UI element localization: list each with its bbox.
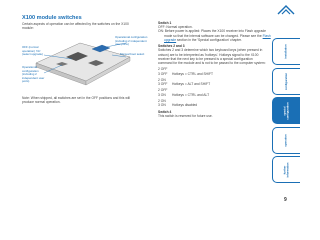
combo-switch: 3 ON — [158, 92, 166, 97]
switch23-text: Switches 2 and 3 determine which two keyboard keys (when pressed in unison) are to be interpreted as 'hotkeys'. Hotkeys signal to the X100 receiver that the next key to be pressed is a special configuration command for the module and is not to be passed to the computer system: — [158, 48, 266, 65]
page-number: 9 — [284, 197, 287, 203]
combo-switch: 2 OFF — [158, 67, 168, 72]
hotkey-combinations — [158, 67, 266, 107]
switch-diagram — [22, 33, 152, 91]
combo-desc: Hotkeys = CTRL and SHIFT — [172, 71, 214, 76]
switch23-heading: Switches 2 and 3 — [158, 44, 185, 49]
tab-configuration[interactable]: configuration — [272, 68, 300, 95]
switch-descriptions — [158, 21, 271, 118]
flash-link[interactable]: Flash — [262, 33, 271, 38]
note-text: Note: When shipped, all switches are set in the OFF positions and this will produce normal operation. — [22, 96, 130, 105]
combo-desc: Hotkeys = CTRL and ALT — [172, 92, 210, 97]
combo-switch: 3 ON — [158, 103, 166, 108]
combo-switch: 2 ON — [158, 99, 166, 103]
callout-off-on: OFF (normal operation) 'On' (select upgrade) — [22, 45, 43, 56]
combo-switch: 2 ON — [158, 77, 166, 82]
tab-operation[interactable]: operation — [272, 127, 300, 154]
adder-logo-icon — [276, 4, 296, 16]
switch1-on-c: section in the 'Special configuration' chapter. — [177, 37, 242, 42]
intro-text: Certain aspects of operation can be affected by the switches on the X100 module: — [22, 22, 129, 31]
combo-switch: 3 OFF — [158, 82, 168, 87]
chapter-tabs — [272, 38, 300, 186]
tab-installation[interactable]: installation — [272, 38, 300, 65]
combo-switch: 3 OFF — [158, 71, 168, 76]
callout-boot-select: Manual boot select — [120, 52, 145, 56]
switch1-on-a: ON: Before power is applied: Places the X100 receiver into Flash upgrade — [158, 29, 266, 34]
switch4-heading: Switch 4 — [158, 109, 172, 114]
switch1-on-b: mode so that the internal software can be changed. Please see the — [164, 33, 262, 38]
section-title: X100 module switches — [22, 15, 82, 21]
combo-switch: 2 OFF — [158, 88, 168, 93]
switch4-text: This switch is reserved for future use. — [158, 113, 213, 118]
combo-desc: Hotkeys = ALT and SHIFT — [172, 82, 211, 87]
tab-further-information[interactable]: further information — [272, 156, 300, 183]
switch1-off: OFF: Normal operation. — [158, 25, 193, 30]
combo-desc: Hotkeys disabled — [172, 103, 198, 108]
callout-config-top: Operational configuration (including 2 independent user ports) — [115, 35, 148, 46]
switch1-heading: Switch 1 — [158, 21, 172, 25]
upgrade-link[interactable]: upgrade — [164, 37, 177, 42]
tab-special-configuration[interactable]: special configuration — [272, 97, 300, 124]
callout-config-left: Operational configuration (including 2 independent user ports) — [22, 65, 45, 83]
